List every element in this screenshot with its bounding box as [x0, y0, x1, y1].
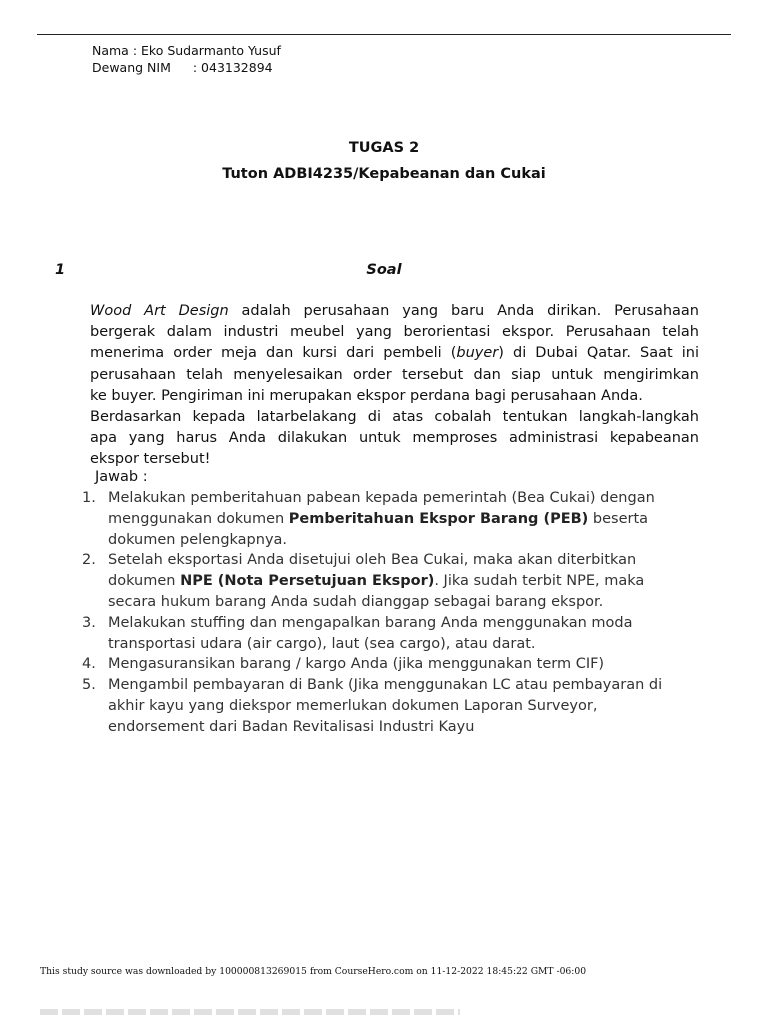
answer-list [82, 488, 682, 738]
question-line: menerima order meja dan kursi dari pembeli (buyer) di Dubai Qatar. Saat ini [90, 345, 699, 362]
answer-number: 4. [82, 656, 96, 673]
document-title [0, 138, 768, 184]
answer-number: 5. [82, 677, 96, 694]
npe-term: NPE (Nota Persetujuan Ekspor) [180, 573, 435, 590]
student-nim-row [92, 59, 281, 76]
top-rule [37, 34, 731, 35]
company-name: Wood Art Design [90, 303, 229, 319]
buyer-term: buyer [456, 345, 499, 362]
course-title: Tuton ADBI4235/Kepabeanan dan Cukai [222, 166, 546, 182]
faded-footer-text [40, 1009, 460, 1015]
answer-item: 5. Mengambil pembayaran di Bank (Jika menggunakan LC atau pembayaran di akhir kayu yang diekspor memerlukan dokumen Laporan Surveyor, endorsement dari Badan Revitalisasi Industri Kayu [82, 677, 663, 735]
student-name: Nama : Eko Sudarmanto Yusuf [92, 43, 281, 58]
peb-term: Pemberitahuan Ekspor Barang (PEB) [288, 510, 589, 527]
question-line: Wood Art Design adalah perusahaan yang baru Anda dirikan. Perusahaan [90, 303, 699, 319]
question-line: ekspor tersebut! [90, 451, 211, 468]
answer-number: 1. [82, 490, 96, 506]
answer-number: 2. [82, 552, 96, 569]
question-line: ke buyer. Pengiriman ini merupakan ekspor perdana bagi perusahaan Anda. [90, 387, 643, 404]
download-notice: This study source was downloaded by 100000813269015 from CourseHero.com on 11-12-2022 18:45:22 GMT -06:00 [40, 966, 587, 977]
question-heading: Soal [366, 262, 402, 278]
answer-label: Jawab : [95, 469, 148, 485]
student-info [92, 42, 281, 76]
answer-item: 3. Melakukan stuffing dan mengapalkan barang Anda menggunakan moda transportasi udara (air cargo), laut (sea cargo), atau darat. [82, 614, 633, 652]
answer-item: 1. Melakukan pemberitahuan pabean kepada pemerintah (Bea Cukai) dengan menggunakan dokumen Pemberitahuan Ekspor Barang (PEB) beserta dokumen pelengkapnya. [82, 490, 655, 548]
assignment-title: TUGAS 2 [348, 140, 420, 156]
question-text [90, 301, 699, 471]
question-line: bergerak dalam industri meubel yang berorientasi ekspor. Perusahaan telah [90, 324, 699, 341]
answer-number: 3. [82, 614, 96, 631]
question-line: Berdasarkan kepada latarbelakang di atas cobalah tentukan langkah-langkah [90, 409, 699, 426]
nim-value: : 043132894 [192, 60, 273, 75]
question-line: perusahaan telah menyelesaikan order tersebut dan siap untuk mengirimkan [90, 366, 699, 383]
answer-item: 4. Mengasuransikan barang / kargo Anda (jika menggunakan term CIF) [82, 654, 682, 675]
answer-item: 2. Setelah eksportasi Anda disetujui oleh Bea Cukai, maka akan diterbitkan dokumen NPE (Nota Persetujuan Ekspor). Jika sudah terbit NPE, maka secara hukum barang Anda sudah dianggap sebagai barang ekspor. [82, 552, 645, 610]
question-line: apa yang harus Anda dilakukan untuk memproses administrasi kepabeanan [90, 430, 699, 447]
nim-label: Dewang NIM [92, 60, 171, 75]
question-number: 1 [55, 262, 66, 278]
